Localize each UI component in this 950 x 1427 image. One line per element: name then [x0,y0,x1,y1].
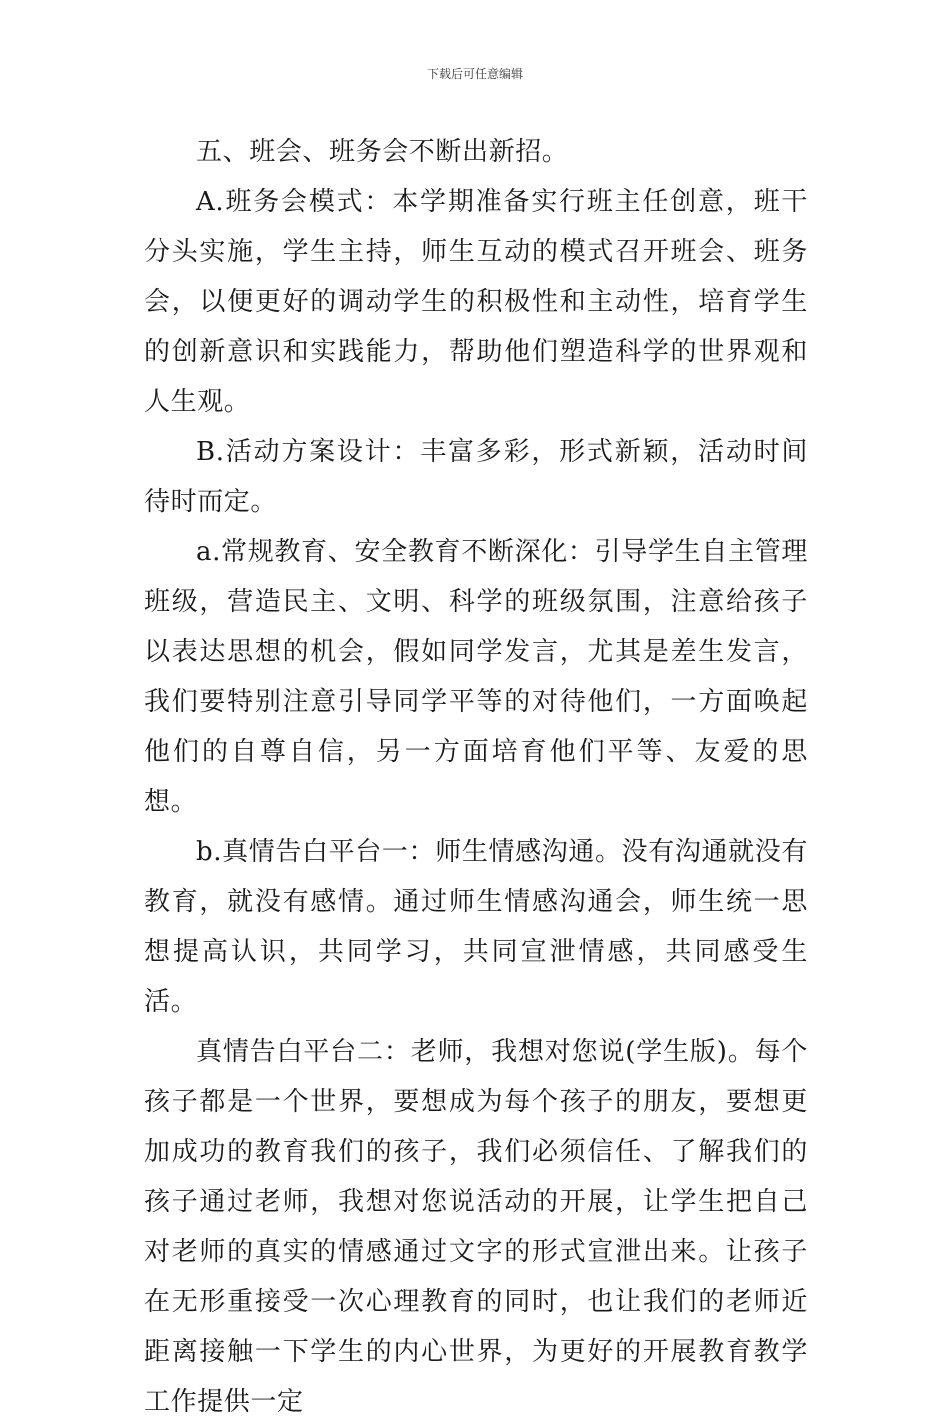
paragraph-class-meeting-mode: A.班务会模式：本学期准备实行班主任创意，班干分头实施，学生主持，师生互动的模式召开班会、班务会，以便更好的调动学生的积极性和主动性，培育学生的创新意识和实践能力，帮助他们塑造科学的世界观和人生观。 [144,187,808,417]
page-header: 下载后可任意编辑 [426,67,523,81]
document-body [144,127,808,1427]
paragraph-activity-design: B.活动方案设计：丰富多彩，形式新颖，活动时间待时而定。 [144,437,808,517]
paragraph-platform-one: b.真情告白平台一：师生情感沟通。没有沟通就没有教育，就没有感情。通过师生情感沟通会，师生统一思想提高认识，共同学习，共同宣泄情感，共同感受生活。 [144,837,808,1017]
paragraph-platform-two: 真情告白平台二：老师，我想对您说(学生版)。每个孩子都是一个世界，要想成为每个孩子的朋友，要想更加成功的教育我们的孩子，我们必须信任、了解我们的孩子通过老师，我想对您说活动的开展，让学生把自己对老师的真实的情感通过文字的形式宣泄出来。让孩子在无形重接受一次心理教育的同时，也让我们的老师近距离接触一下学生的内心世界，为更好的开展教育教学工作提供一定 [144,1037,808,1417]
paragraph-routine-safety-education: a.常规教育、安全教育不断深化：引导学生自主管理班级，营造民主、文明、科学的班级氛围，注意给孩子以表达思想的机会，假如同学发言，尤其是差生发言，我们要特别注意引导同学平等的对待他们，一方面唤起他们的自尊自信，另一方面培育他们平等、友爱的思想。 [144,537,808,817]
section-heading-five: 五、班会、班务会不断出新招。 [196,137,569,167]
